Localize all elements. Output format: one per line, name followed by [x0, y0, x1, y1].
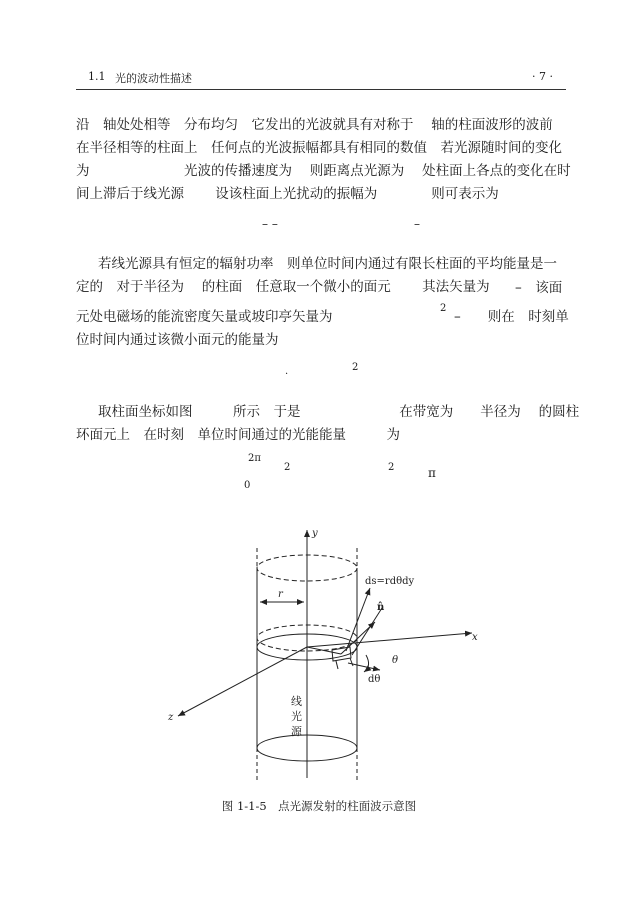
header-rule [76, 89, 566, 90]
paragraph-line-1: 沿 轴处处相等 分布均匀 它发出的光波就具有对称于 轴的柱面波形的波前 [76, 117, 553, 133]
equation-2-superscript: 2 [352, 362, 359, 373]
paragraph-line-6: 定的 对于半径为 的柱面 任意取一个微小的面元 其法矢量为 [76, 279, 490, 295]
y-axis-label: y [312, 528, 318, 539]
paragraph-line-4: 间上滞后于线光源 设该柱面上光扰动的振幅为 则可表示为 [76, 186, 499, 202]
d-theta-label: dθ [368, 674, 381, 685]
paragraph-line-3: 为 光波的传播速度为 则距离点光源为 处柱面上各点的变化在时 [76, 163, 571, 179]
paragraph-line-7: 元处电磁场的能流密度矢量或坡印亭矢量为 [76, 309, 333, 325]
line-source-label-1: 线 [291, 695, 302, 708]
line-source-label-2: 光 [291, 710, 302, 723]
theta-arc [364, 655, 369, 672]
z-axis [178, 647, 307, 716]
header-section-number: 1.1 [88, 70, 106, 83]
equation-1-fragment-a: – – [262, 217, 278, 231]
theta-label: θ [392, 655, 399, 666]
equation-2-dot: . [285, 366, 289, 377]
cylinder-wave-figure [160, 520, 490, 790]
paragraph-line-10: 环面元上 在时刻 单位时间通过的光能能量 为 [76, 427, 400, 443]
equation-3-superscript-1: 2 [284, 462, 291, 473]
paragraph-line-9: 取柱面坐标如图 所示 于是 在带宽为 半径为 的圆柱 [98, 404, 580, 420]
equation-1-fragment-b: – [414, 217, 420, 231]
normal-vector-tail: – 该面 [515, 280, 563, 296]
header-title: 光的波动性描述 [115, 72, 192, 85]
equation-3-superscript-2: 2 [388, 462, 395, 473]
equation-3-pi: π [428, 466, 436, 480]
line-source-label-3: 源 [291, 725, 302, 738]
header-page-number: · 7 · [532, 70, 553, 83]
area-element-label: ds=rdθdy [365, 576, 415, 587]
radius-label: r [278, 589, 283, 600]
z-axis-label: z [168, 712, 174, 723]
paragraph-line-8: 位时间内通过该微小面元的能量为 [76, 332, 279, 348]
normal-vector-label: n̂ [377, 602, 385, 613]
figure-caption: 图 1-1-5 点光源发射的柱面波示意图 [221, 799, 417, 813]
paragraph-line-5: 若线光源具有恒定的辐射功率 则单位时间内通过有限长柱面的平均能量是一 [98, 256, 557, 272]
paragraph-line-2: 在半径相等的柱面上 任何点的光波振幅都具有相同的数值 若光源随时间的变化 [76, 140, 562, 156]
x-axis [307, 633, 472, 647]
equation-3-upper-limit: 2π [248, 453, 261, 464]
equation-3-lower-limit: 0 [244, 480, 251, 491]
poynting-superscript: 2 [440, 303, 447, 314]
poynting-tail: – 则在 时刻单 [454, 309, 569, 325]
x-axis-label: x [472, 632, 478, 643]
